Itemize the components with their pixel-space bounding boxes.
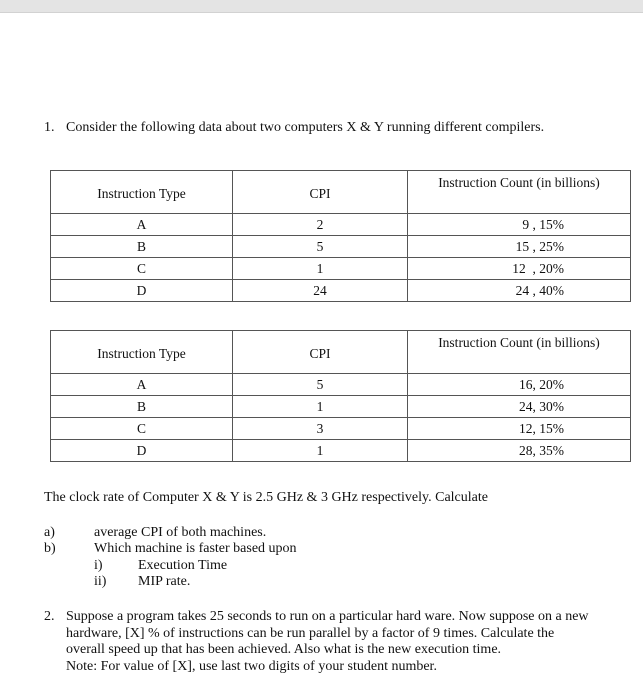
header-cpi: CPI: [233, 171, 408, 214]
cell-count: 28, 35%: [408, 440, 631, 462]
cell-cpi: 2: [233, 214, 408, 236]
cell-type: C: [51, 418, 233, 440]
cell-type: D: [51, 440, 233, 462]
header-instruction-count: Instruction Count (in billions): [408, 171, 631, 214]
question-2-line: overall speed up that has been achieved. Also what is the new execution time.: [66, 642, 502, 657]
question-2-number: 2.: [44, 609, 55, 624]
cell-type: A: [51, 374, 233, 396]
cell-cpi: 1: [233, 440, 408, 462]
table-row: [51, 258, 631, 280]
computer-x-table: [50, 170, 631, 302]
cell-cpi: 1: [233, 396, 408, 418]
task-i-label: i): [94, 558, 103, 573]
header-instruction-type: Instruction Type: [51, 331, 233, 374]
table-row: [51, 396, 631, 418]
cell-type: D: [51, 280, 233, 302]
cell-type: C: [51, 258, 233, 280]
task-i-text: Execution Time: [138, 558, 228, 573]
cell-count: 12, 15%: [408, 418, 631, 440]
cell-count: 24 , 40%: [408, 280, 631, 302]
table-row: [51, 214, 631, 236]
cell-cpi: 5: [233, 374, 408, 396]
question-1-text: Consider the following data about two computers X & Y running different compilers.: [66, 120, 545, 135]
cell-count: 15 , 25%: [408, 236, 631, 258]
table-row: [51, 418, 631, 440]
question-2-body: [66, 609, 643, 675]
task-ii-label: ii): [94, 574, 107, 589]
clock-rate-text: The clock rate of Computer X & Y is 2.5 GHz & 3 GHz respectively. Calculate: [44, 490, 488, 505]
window-top-bar: [0, 0, 643, 13]
task-a-label: a): [44, 525, 55, 540]
table-row: [51, 280, 631, 302]
cell-type: B: [51, 236, 233, 258]
cell-cpi: 24: [233, 280, 408, 302]
cell-count: 16, 20%: [408, 374, 631, 396]
table-row: [51, 374, 631, 396]
question-2-line: Suppose a program takes 25 seconds to run on a particular hard ware. Now suppose on a new: [66, 609, 589, 624]
table-header-row: [51, 331, 631, 374]
header-instruction-count: Instruction Count (in billions): [408, 331, 631, 374]
task-ii-text: MIP rate.: [138, 574, 191, 589]
task-a-text: average CPI of both machines.: [94, 525, 267, 540]
computer-y-table: [50, 330, 631, 462]
cell-cpi: 1: [233, 258, 408, 280]
header-cpi: CPI: [233, 331, 408, 374]
cell-count: 24, 30%: [408, 396, 631, 418]
task-b-text: Which machine is faster based upon: [94, 541, 297, 556]
header-instruction-type: Instruction Type: [51, 171, 233, 214]
cell-type: B: [51, 396, 233, 418]
cell-count: 12 , 20%: [408, 258, 631, 280]
cell-type: A: [51, 214, 233, 236]
cell-cpi: 3: [233, 418, 408, 440]
cell-count: 9 , 15%: [408, 214, 631, 236]
question-2-line: hardware, [X] % of instructions can be run parallel by a factor of 9 times. Calculate the: [66, 625, 555, 641]
task-b-label: b): [44, 541, 56, 556]
cell-cpi: 5: [233, 236, 408, 258]
question-1-number: 1.: [44, 120, 55, 135]
table-row: [51, 236, 631, 258]
table-header-row: [51, 171, 631, 214]
question-2-note: Note: For value of [X], use last two digits of your student number.: [66, 658, 437, 674]
table-row: [51, 440, 631, 462]
